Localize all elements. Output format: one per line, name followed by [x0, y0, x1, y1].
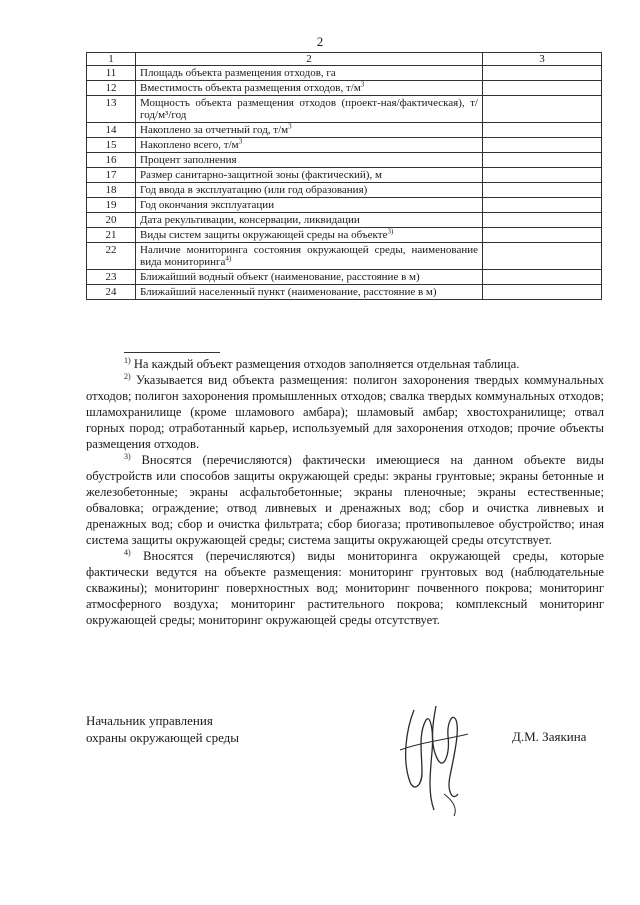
table-row [87, 243, 602, 270]
footnote-text: На каждый объект размещения отходов заполняется отдельная таблица. [133, 357, 520, 371]
row-label [136, 183, 483, 198]
row-number: 22 [87, 243, 136, 270]
row-label-superscript: 3 [360, 80, 365, 89]
header-col-3: 3 [483, 53, 602, 66]
row-value-cell [483, 228, 602, 243]
row-label [136, 228, 483, 243]
table-row [87, 183, 602, 198]
row-label-superscript: 3 [238, 137, 243, 146]
footnote-text: Вносятся (перечисляются) фактически имеющиеся на данном объекте виды обустройств или способов защиты окружающей среды: экраны грунтовые; экраны бетонные и железобетонные; экраны асфальтобетонные; экраны пленочные; экраны естественные; обваловка; ограждение; отвод ливневых и дренажных вод; сбор и очистка ливневых и дренажных вод; сбор и очистка фильтрата; сбор биогаза; противопылевое обустройство; иная система защиты окружающей среды; система защиты окружающей среды отсутствует. [86, 453, 604, 547]
row-value-cell [483, 138, 602, 153]
row-number: 15 [87, 138, 136, 153]
footnote [86, 372, 604, 452]
row-label [136, 168, 483, 183]
row-label-text: Ближайший населенный пункт (наименование, расстояние в м) [140, 286, 437, 298]
row-value-cell [483, 285, 602, 300]
table-row [87, 213, 602, 228]
page-number: 2 [316, 34, 324, 49]
footnote-mark: 2) [124, 371, 131, 381]
row-label-text: Год ввода в эксплуатацию (или год образования) [140, 184, 368, 196]
footnote-text: Указывается вид объекта размещения: полигон захоронения твердых коммунальных отходов; полигон захоронения промышленных отходов; свалка твердых коммунальных отходов; шламохранилище (кроме шламового амбара); шламовый амбар; хвостохранилище; отвал горных пород; отработанный карьер, используемый для захоронения отходов; прочие объекты размещения отходов. [86, 373, 604, 451]
handwritten-signature [392, 690, 482, 820]
row-label-text: Накоплено за отчетный год, т/м [140, 124, 289, 136]
row-label [136, 66, 483, 81]
row-value-cell [483, 183, 602, 198]
table-row [87, 138, 602, 153]
row-label-superscript: 4) [225, 254, 232, 263]
footnote-mark: 1) [124, 355, 131, 365]
table-row [87, 81, 602, 96]
footnote-mark: 3) [124, 451, 131, 461]
row-value-cell [483, 123, 602, 138]
table-row [87, 285, 602, 300]
footnote-text: Вносятся (перечисляются) виды мониторинга окружающей среды, которые фактически ведутся на объекте размещения: мониторинг грунтовых вод (наблюдательные скважины); мониторинг поверхностных вод; мониторинг почвенного покрова; мониторинг атмосферного воздуха; мониторинг растительного покрова; комплексный мониторинг окружающей среды; мониторинг окружающей среды отсутствует. [86, 549, 604, 627]
table-row [87, 168, 602, 183]
header-col-1: 1 [87, 53, 136, 66]
table-row [87, 228, 602, 243]
footnote [86, 356, 604, 372]
row-label-text: Год окончания эксплуатации [140, 199, 275, 211]
signer-title-line-1: Начальник управления [86, 713, 213, 728]
row-number: 14 [87, 123, 136, 138]
row-label-text: Накоплено всего, т/м [140, 139, 239, 151]
row-label [136, 138, 483, 153]
signature-block [86, 712, 239, 746]
row-label [136, 285, 483, 300]
row-value-cell [483, 66, 602, 81]
header-col-2: 2 [136, 53, 483, 66]
row-label [136, 153, 483, 168]
row-number: 21 [87, 228, 136, 243]
row-value-cell [483, 168, 602, 183]
signer-title-line-2: охраны окружающей среды [86, 730, 240, 745]
footnote-divider [124, 352, 220, 353]
table-row [87, 153, 602, 168]
row-label [136, 270, 483, 285]
footnote-mark: 4) [124, 547, 131, 557]
row-label [136, 213, 483, 228]
table-row [87, 198, 602, 213]
row-number: 17 [87, 168, 136, 183]
row-label-text: Виды систем защиты окружающей среды на объекте [140, 229, 388, 241]
row-label [136, 198, 483, 213]
row-number: 20 [87, 213, 136, 228]
row-number: 18 [87, 183, 136, 198]
row-label-text: Вместимость объекта размещения отходов, т/м [140, 82, 361, 94]
row-label-text: Наличие мониторинга состояния окружающей среды, наименование вида мониторинга [140, 244, 478, 268]
row-label-text: Размер санитарно-защитной зоны (фактический), м [140, 169, 382, 181]
row-value-cell [483, 198, 602, 213]
row-label-text: Дата рекультивации, консервации, ликвидации [140, 214, 360, 226]
row-value-cell [483, 153, 602, 168]
row-number: 19 [87, 198, 136, 213]
table-header-row [87, 53, 602, 66]
row-label-text: Площадь объекта размещения отходов, га [140, 67, 336, 79]
row-label [136, 243, 483, 270]
row-label-superscript: 3 [288, 122, 292, 131]
table-row [87, 66, 602, 81]
row-number: 12 [87, 81, 136, 96]
row-value-cell [483, 96, 602, 123]
footnotes [86, 356, 604, 628]
row-number: 11 [87, 66, 136, 81]
row-number: 13 [87, 96, 136, 123]
form-table [86, 52, 602, 300]
row-label-text: Ближайший водный объект (наименование, расстояние в м) [140, 271, 420, 283]
row-label [136, 81, 483, 96]
table-row [87, 123, 602, 138]
row-value-cell [483, 81, 602, 96]
table-row [87, 270, 602, 285]
signer-name: Д.М. Заякина [512, 729, 587, 744]
table-row [87, 96, 602, 123]
footnote [86, 452, 604, 548]
row-value-cell [483, 213, 602, 228]
row-number: 24 [87, 285, 136, 300]
row-number: 23 [87, 270, 136, 285]
table-body [87, 66, 602, 300]
row-label-text: Мощность объекта размещения отходов (проект-ная/фактическая), т/год/м³/год [140, 97, 478, 121]
footnote [86, 548, 604, 628]
row-value-cell [483, 270, 602, 285]
row-label-text: Процент заполнения [140, 154, 237, 166]
row-number: 16 [87, 153, 136, 168]
row-label [136, 123, 483, 138]
row-label-superscript: 3) [387, 227, 394, 236]
row-label [136, 96, 483, 123]
row-value-cell [483, 243, 602, 270]
